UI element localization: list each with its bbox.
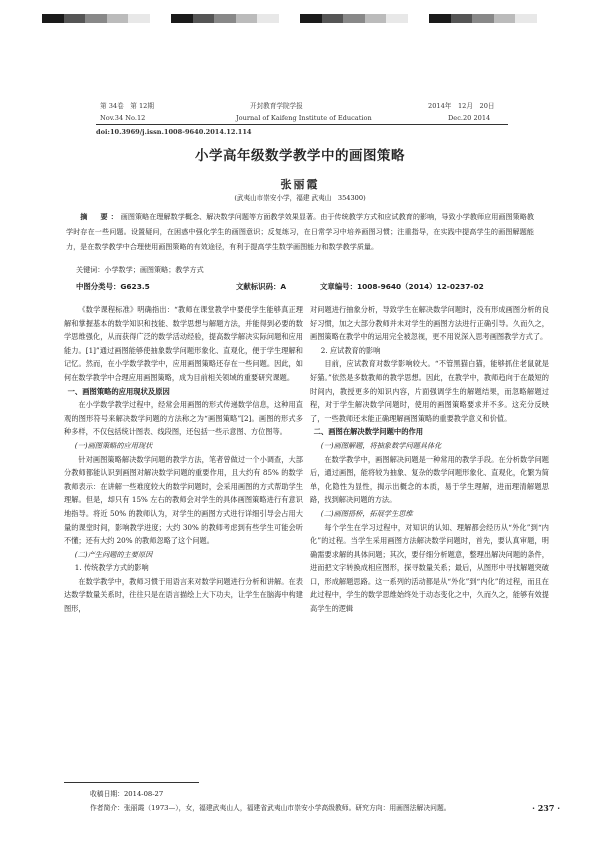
strip-swatch [128,14,150,23]
right-column [310,303,549,616]
strip-swatch [343,14,365,23]
received-date: 收稿日期：2014-08-27 [90,790,164,798]
keywords: 关键词：小学数学；画图策略；教学方式 [76,265,204,274]
section-heading: 二、画图在解决数学问题中的作用 [313,427,424,437]
section-heading: (二)画图搭桥，拓展学生思维 [320,508,413,518]
header-journal-cn: 开封教育学院学报 [250,102,303,110]
classification-number: 中图分类号：G623.5 [76,282,150,291]
header-rule [96,124,508,125]
strip-swatch [515,14,537,23]
header-date-en: Dec.20 2014 [448,114,491,122]
paragraph: 在数学教学中，画图解决问题是一种常用的教学手段。在分析数学问题后，通过画图，能将较为抽象、复杂的数学问题形象化、直观化，化繁为简单，化隐性为显性，揭示出概念的本质，易于学生理解，进而理清解题思路，找到解决问题的方法。 [310,454,549,505]
abstract-label: 摘 要： [80,212,121,221]
paragraph: 《数学课程标准》明确指出：“教师在课堂教学中要使学生能够真正理解和掌握基本的数学知识和技能、数学思想与解题方法，并能得到必要的数学思维强化，从而获得广泛的数学活动经验，提高数学解决实际问题和应用能力。[1]”通过画图能够使抽象数学问题形象化、直观化，便于学生理解和记忆。然而，在小学数学教学中，应用画图策略还存在一些问题。因此，如何在数学教学中合理应用画图策略，成为目前相关领域的重要研究课题。 [64,305,303,382]
article-number: 文章编号：1008-9640（2014）12-0237-02 [320,282,484,291]
header-journal-en: Journal of Kaifeng Institute of Education [236,114,372,122]
strip-swatch [494,14,516,23]
strip-swatch [64,14,86,23]
strip-swatch [279,14,301,23]
paragraph: 针对画图策略解决数学问题的教学方法，笔者曾做过一个小调查，大部分教师都能认识到画图对解决数学问题的重要作用，且大约有 85% 的数学教师表示：在讲解一些难度较大的数学问题时，会采用画图的方式帮助学生理解。但是，却只有 15% 左右的教师会对学生的具体画图策略进行有意识地指导。将近 50% 的教师认为，对学生的画图方式进行详细引导会占用大量的课堂时间，影响教学进度；大约 30% 的教师考虑到有些学生可能会听不懂；还有大约 20% 的教师忽略了这个问题。 [64,454,303,546]
strip-swatch [451,14,473,23]
strip-swatch [42,14,64,23]
document-code: 文献标识码：A [236,282,287,291]
strip-swatch [386,14,408,23]
section-heading: (二)产生问题的主要原因 [74,549,153,559]
strip-swatch [300,14,322,23]
strip-swatch [85,14,107,23]
strip-swatch [537,14,559,23]
author-name: 张丽霞 [280,178,320,191]
strip-swatch [171,14,193,23]
strip-swatch [193,14,215,23]
strip-swatch [472,14,494,23]
section-heading: 1. 传统教学方式的影响 [74,563,149,573]
abstract [66,209,534,254]
strip-swatch [408,14,430,23]
paragraph: 在数学教学中，教师习惯于用语言来对数学问题进行分析和讲解。在表达数学数量关系时，往往只是在语言描绘上大下功夫，让学生在脑海中构建图形， [64,576,303,614]
strip-swatch [257,14,279,23]
paragraph: 在小学数学教学过程中，经常会用画图的形式传递数学信息，这种用直观的图形符号来解决数学问题的方法称之为“画图策略”[2]。画图的形式多种多样，不仅包括统计图表、线段图，还包括一些示意图、方位图等。 [64,400,303,437]
strip-swatch [150,14,172,23]
section-heading: 一、画图策略的应用现状及原因 [67,386,170,396]
paragraph: 每个学生在学习过程中，对知识的认知、理解都会经历从“外化”到“内化”的过程。当学生采用画图方法解决数学问题时，首先，要认真审题，明确需要求解的具体问题；其次，要仔细分析题意，整理出解决问题的条件，进而把文字转换成相应图形，探寻数量关系；最后，从图形中寻找解题突破口，形成解题思路。这一系列的活动都是从“外化”到“内化”的过程，而且在此过程中，学生的数学思维始终处于动态变化之中，久而久之，能够有效提高学生的逻辑 [310,522,549,614]
strip-swatch [429,14,451,23]
header-volume-en: Nov.34 No.12 [100,114,146,122]
section-heading: (一)画图解题，将抽象数学问题具体化 [320,440,442,450]
header-date-cn: 2014年 12月 20日 [428,102,495,110]
footnote-rule [64,782,199,783]
page-number: · 237 · [532,803,560,813]
strip-swatch [322,14,344,23]
abstract-text: 画图策略在理解数学概念、解决数学问题等方面教学效果显著。由于传统教学方式和应试教育的影响，导致小学教师应用画图策略教学时存在一些问题。设置疑问，在困惑中强化学生的画图意识；反复练习，在日常学习中培养画图习惯；注重指导，在实践中提高学生的画图解题能力，是在数学教学中合理使用画图策略的有效途径，有利于提高学生数学画图能力和数学教学质量。 [66,212,535,251]
registration-color-strip [42,14,558,23]
paragraph: 对问题进行抽象分析，导致学生在解决数学问题时，没有形成画图分析的良好习惯，加之大部分教师并未对学生的画图方法进行正确引导。久而久之，画图策略在教学中的运用完全被忽视，更不用说深入思考画图教学方式了。 [310,305,549,342]
paragraph: 目前，应试教育对数学影响较大。“不管黑猫白猫，能够抓住老鼠就是好猫。”依然是多数教师的教学思想。因此，在教学中，教师趋向于在最短的时间内，教授更多的知识内容，片面强调学生的解题结果，而忽略解题过程，对于学生解决数学问题时，使用的画图策略要求并不多。这充分反映了，一些教师还未能正确理解画图策略的重要教学意义和价值。 [310,359,549,423]
strip-swatch [214,14,236,23]
author-affiliation: (武夷山市崇安小学，福建 武夷山 354300) [234,194,366,202]
author-bio: 作者简介：张丽霞（1973—），女，福建武夷山人，福建省武夷山市崇安小学高级教师。研究方向：用画图法解决问题。 [90,804,451,812]
left-column [64,303,303,616]
header-volume-cn: 第 34卷 第 12期 [100,102,154,110]
article-title: 小学高年级数学教学中的画图策略 [195,148,405,164]
strip-swatch [236,14,258,23]
section-heading: (一)画图策略的应用现状 [74,440,153,450]
strip-swatch [365,14,387,23]
doi: doi:10.3969/j.issn.1008-9640.2014.12.114 [96,128,252,136]
strip-swatch [107,14,129,23]
section-heading: 2. 应试教育的影响 [320,345,381,355]
